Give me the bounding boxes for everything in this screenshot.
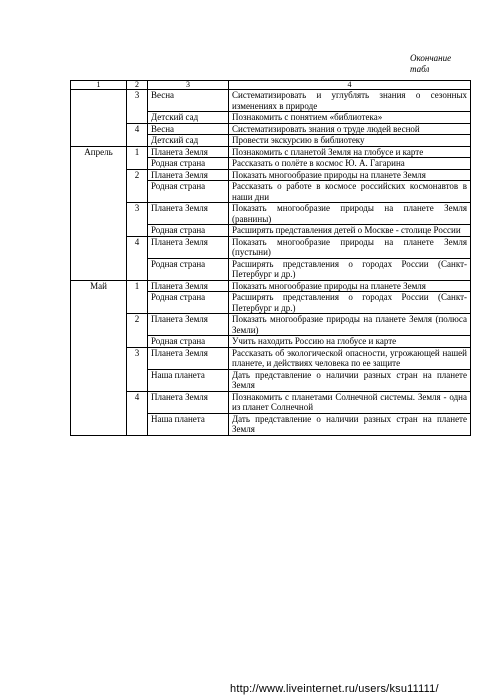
description-cell: Показать многообразие природы на планете Земля (полюса Земли): [229, 314, 471, 336]
table-row: [71, 123, 471, 135]
description-cell: Расширять представления о городах России (Санкт-Петербург и др.): [229, 258, 471, 280]
week-cell: 1: [127, 280, 148, 314]
description-cell: Познакомить с понятием «библиотека»: [229, 112, 471, 124]
header-col-4: 4: [229, 81, 471, 90]
table-row: [71, 90, 471, 112]
table-row: [71, 391, 471, 413]
topic-cell: Весна: [148, 123, 229, 135]
description-cell: Познакомить с планетами Солнечной системы. Земля - одна из планет Солнечной: [229, 391, 471, 413]
description-cell: Расширять представления детей о Москве - столице России: [229, 225, 471, 237]
week-cell: 1: [127, 146, 148, 169]
topic-cell: Планета Земля: [148, 347, 229, 369]
table-row: [71, 314, 471, 336]
topic-cell: Планета Земля: [148, 236, 229, 258]
topic-cell: Планета Земля: [148, 203, 229, 225]
month-cell-april: Апрель: [71, 146, 127, 280]
week-cell: 4: [127, 391, 148, 435]
topic-cell: Родная страна: [148, 181, 229, 203]
topic-cell: Планета Земля: [148, 280, 229, 292]
topic-cell: Родная страна: [148, 336, 229, 348]
header-col-1: 1: [71, 81, 127, 90]
week-cell: 4: [127, 123, 148, 146]
topic-cell: Планета Земля: [148, 391, 229, 413]
description-cell: Показать многообразие природы на планете Земля (пустыни): [229, 236, 471, 258]
description-cell: Систематизировать знания о труде людей весной: [229, 123, 471, 135]
description-cell: Учить находить Россию на глобусе и карте: [229, 336, 471, 348]
topic-cell: Родная страна: [148, 258, 229, 280]
table-header-row: [71, 81, 471, 90]
topic-cell: Весна: [148, 90, 229, 112]
description-cell: Показать многообразие природы на планете Земля (равнины): [229, 203, 471, 225]
topic-cell: Планета Земля: [148, 169, 229, 181]
description-cell: Познакомить с планетой Земля на глобусе и карте: [229, 146, 471, 158]
topic-cell: Наша планета: [148, 413, 229, 435]
table-row: [71, 236, 471, 258]
header-col-2: 2: [127, 81, 148, 90]
topic-cell: Планета Земля: [148, 146, 229, 158]
topic-cell: Родная страна: [148, 292, 229, 314]
week-cell: 2: [127, 314, 148, 348]
table-row: [71, 203, 471, 225]
table-continuation-caption: [410, 53, 451, 75]
description-cell: Показать многообразие природы на планете Земля: [229, 280, 471, 292]
topic-cell: Наша планета: [148, 369, 229, 391]
week-cell: 4: [127, 236, 148, 280]
description-cell: Систематизировать и углублять знания о сезонных изменениях в природе: [229, 90, 471, 112]
description-cell: Дать представление о наличии разных стран на планете Земля: [229, 369, 471, 391]
table-row: [71, 169, 471, 181]
thematic-plan-table: [70, 80, 471, 436]
description-cell: Рассказать о полёте в космос Ю. А. Гагарина: [229, 158, 471, 170]
description-cell: Провести экскурсию в библиотеку: [229, 135, 471, 147]
week-cell: 3: [127, 90, 148, 124]
topic-cell: Детский сад: [148, 135, 229, 147]
caption-line-1: Окончание: [410, 53, 452, 63]
header-col-3: 3: [148, 81, 229, 90]
table-row: [71, 280, 471, 292]
month-cell: [71, 90, 127, 147]
table-row: [71, 146, 471, 158]
description-cell: Рассказать об экологической опасности, угрожающей нашей планете, и действиях человека по ее защите: [229, 347, 471, 369]
topic-cell: Родная страна: [148, 158, 229, 170]
week-cell: 3: [127, 203, 148, 237]
description-cell: Показать многообразие природы на планете Земля: [229, 169, 471, 181]
topic-cell: Планета Земля: [148, 314, 229, 336]
week-cell: 3: [127, 347, 148, 391]
description-cell: Рассказать о работе в космосе российских космонавтов в наши дни: [229, 181, 471, 203]
table-row: [71, 347, 471, 369]
description-cell: Расширять представления о городах России (Санкт-Петербург и др.): [229, 292, 471, 314]
month-cell-may: Май: [71, 280, 127, 435]
description-cell: Дать представление о наличии разных стран на планете Земля: [229, 413, 471, 435]
topic-cell: Детский сад: [148, 112, 229, 124]
source-url-watermark: http://www.liveinternet.ru/users/ksu11111/: [230, 683, 439, 695]
topic-cell: Родная страна: [148, 225, 229, 237]
caption-line-2: табл: [410, 64, 430, 74]
week-cell: 2: [127, 169, 148, 203]
